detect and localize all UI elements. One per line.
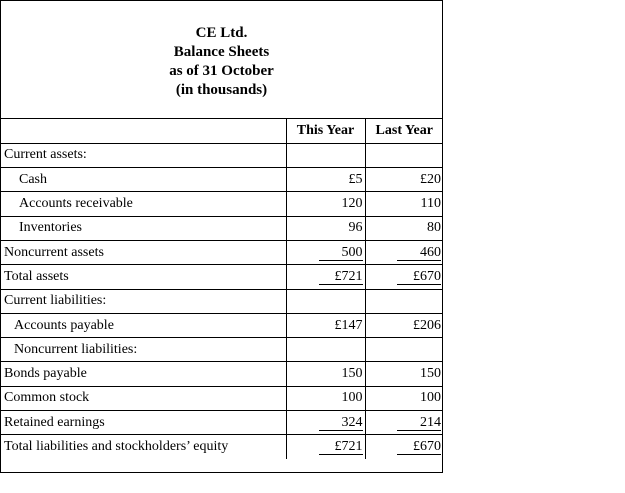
balance-sheet-table (1, 119, 443, 459)
statement-date: as of 31 October (169, 62, 274, 79)
blank-header-cell (1, 119, 286, 143)
underlined-value: 324 (319, 415, 363, 431)
table-row (1, 313, 443, 337)
underlined-value: 460 (397, 245, 441, 261)
row-label: Accounts receivable (1, 192, 286, 216)
this-year-value: 96 (286, 216, 365, 240)
row-label: Total assets (1, 265, 286, 289)
this-year-value: 100 (286, 386, 365, 410)
column-header-this-year: This Year (286, 119, 365, 143)
underlined-value: 214 (397, 415, 441, 431)
row-label: Retained earnings (1, 411, 286, 435)
row-label: Accounts payable (1, 313, 286, 337)
statement-title: Balance Sheets (173, 43, 270, 60)
statement-header (1, 1, 442, 119)
row-label: Noncurrent liabilities: (1, 338, 286, 362)
this-year-value (286, 289, 365, 313)
last-year-value: £20 (365, 168, 443, 192)
this-year-value (286, 265, 365, 289)
this-year-value: 150 (286, 362, 365, 386)
company-name: CE Ltd. (195, 24, 248, 41)
underlined-value: £670 (397, 439, 441, 455)
row-label: Common stock (1, 386, 286, 410)
last-year-value (365, 411, 443, 435)
last-year-value: £206 (365, 313, 443, 337)
last-year-value (365, 435, 443, 459)
table-row (1, 338, 443, 362)
this-year-value: 120 (286, 192, 365, 216)
column-header-row (1, 119, 443, 143)
table-row (1, 265, 443, 289)
table-row (1, 362, 443, 386)
row-label: Inventories (1, 216, 286, 240)
last-year-value: 150 (365, 362, 443, 386)
table-row (1, 216, 443, 240)
underlined-value: £721 (319, 439, 363, 455)
underlined-value: £670 (397, 269, 441, 285)
column-header-last-year: Last Year (365, 119, 443, 143)
table-row (1, 143, 443, 167)
last-year-value (365, 240, 443, 264)
this-year-value (286, 411, 365, 435)
table-row (1, 240, 443, 264)
table-row (1, 386, 443, 410)
this-year-value (286, 143, 365, 167)
table-row (1, 411, 443, 435)
this-year-value: £147 (286, 313, 365, 337)
last-year-value (365, 338, 443, 362)
row-label: Cash (1, 168, 286, 192)
underlined-value: £721 (319, 269, 363, 285)
table-row (1, 289, 443, 313)
last-year-value (365, 143, 443, 167)
this-year-value (286, 240, 365, 264)
row-label: Current assets: (1, 143, 286, 167)
this-year-value (286, 435, 365, 459)
last-year-value: 110 (365, 192, 443, 216)
statement-units: (in thousands) (175, 81, 268, 98)
this-year-value (286, 338, 365, 362)
row-label: Bonds payable (1, 362, 286, 386)
table-row (1, 435, 443, 459)
last-year-value (365, 289, 443, 313)
last-year-value: 100 (365, 386, 443, 410)
underlined-value: 500 (319, 245, 363, 261)
last-year-value (365, 265, 443, 289)
row-label: Noncurrent assets (1, 240, 286, 264)
row-label: Total liabilities and stockholders’ equity (1, 435, 286, 459)
this-year-value: £5 (286, 168, 365, 192)
table-row (1, 168, 443, 192)
row-label: Current liabilities: (1, 289, 286, 313)
last-year-value: 80 (365, 216, 443, 240)
table-row (1, 192, 443, 216)
